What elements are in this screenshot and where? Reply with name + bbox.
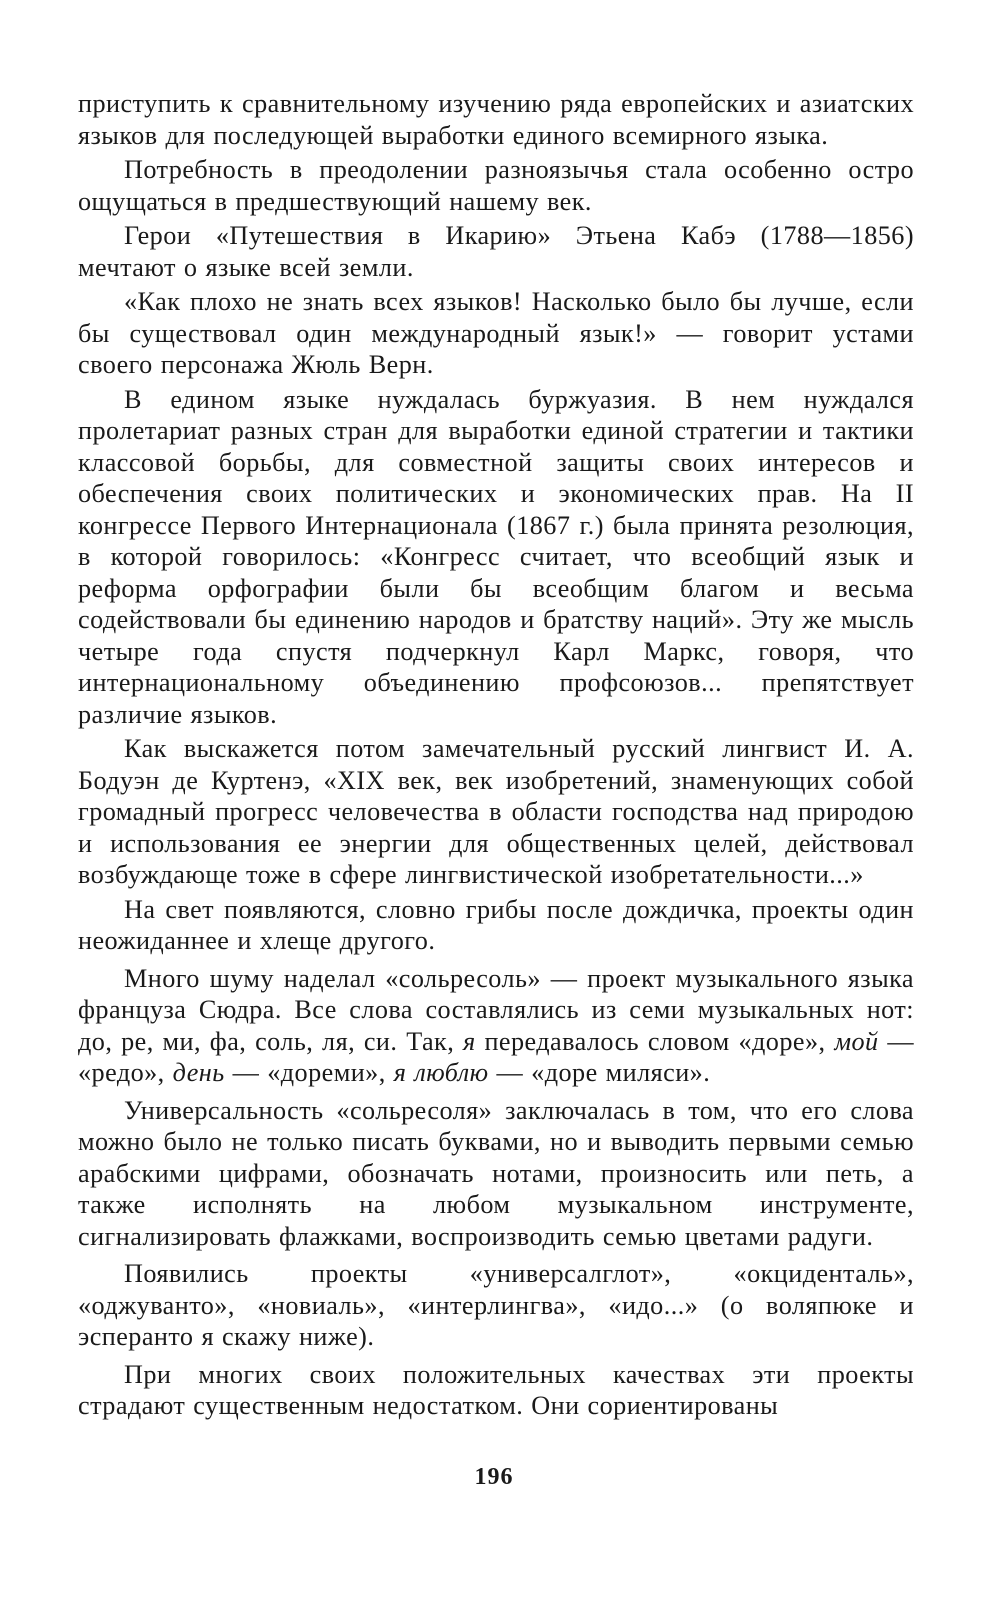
paragraph: Универсальность «сольресоля» заключалась в том, что его слова можно было не только писать буквами, но и выводить первыми семью арабскими цифрами, обозначать нотами, произносить или петь, а также исполнять на любом музыкальном инструменте, сигнализировать флажками, воспроизводить семью цветами радуги. xyxy=(78,1095,914,1251)
paragraph: Герои «Путешествия в Икарию» Этьена Кабэ (1788—1856) мечтают о языке всей земли. xyxy=(78,221,914,282)
paragraph: Как выскажется потом замечательный русский лингвист И. А. Бодуэн де Куртенэ, «XIX век, век изобретений, знаменующих собой громадный прогресс человечества в области господства над природою и использования ее энергии для общественных целей, действовал возбуждающе тоже в сфере лингвистической изобретательности...» xyxy=(78,734,914,889)
paragraph: При многих своих положительных качествах эти проекты страдают существенным недостатком. Они сориентированы xyxy=(78,1359,914,1420)
paragraph: Потребность в преодолении разноязычья стала особенно остро ощущаться в предшествующий нашему век. xyxy=(78,155,914,216)
paragraph: На свет появляются, словно грибы после дождичка, проекты один неожиданнее и хлеще другого. xyxy=(78,894,914,955)
text-run: — «дореми», xyxy=(224,1058,394,1087)
paragraph: Появились проекты «универсалглот», «окциденталь», «оджуванто», «новиаль», «интерлингва», «идо...» (о воляпюке и эсперанто я скажу ниже). xyxy=(78,1259,914,1351)
italic-word: мой xyxy=(834,1026,879,1056)
paragraph-quote: «Как плохо не знать всех языков! Насколько было бы лучше, если бы существовал один международный язык!» — говорит устами своего персонажа Жюль Верн. xyxy=(78,287,914,379)
italic-word: день xyxy=(172,1058,225,1087)
italic-word: я люблю xyxy=(393,1058,489,1087)
paragraph-continuation: приступить к сравнительному изучению ряда европейских и азиатских языков для последующей выработки единого всемирного языка. xyxy=(78,89,914,150)
text-run: — «редо», xyxy=(78,1026,914,1087)
page-body xyxy=(78,88,914,1422)
paragraph: В едином языке нуждалась буржуазия. В нем нуждался пролетариат разных стран для выработки единой стратегии и тактики классовой борьбы, для совместной защиты своих интересов и обеспечения своих политических и экономических прав. На II конгрессе Первого Интернационала (1867 г.) была принята резолюция, в которой говорилось: «Конгресс считает, что всеобщий язык и реформа орфографии были бы всеобщим благом и весьма содействовали бы единению народов и братству наций». Эту же мысль четыре года спустя подчеркнул Карл Маркс, говоря, что интернациональному объединению профсоюзов... препятствует различие языков. xyxy=(78,384,914,729)
paragraph-solresol xyxy=(78,963,914,1089)
text-run: Много шуму наделал «сольресоль» — проект музыкального языка француза Сюдра. Все слова составлялись из семи музыкальных нот: до, ре, ми, фа, соль, ля, си. Так, xyxy=(78,963,914,1056)
text-run: передавалось словом «доре», xyxy=(475,1026,835,1056)
page-number: 196 xyxy=(474,1464,514,1490)
italic-word: я xyxy=(463,1026,476,1056)
text-run: — «доре миляси». xyxy=(488,1058,711,1087)
